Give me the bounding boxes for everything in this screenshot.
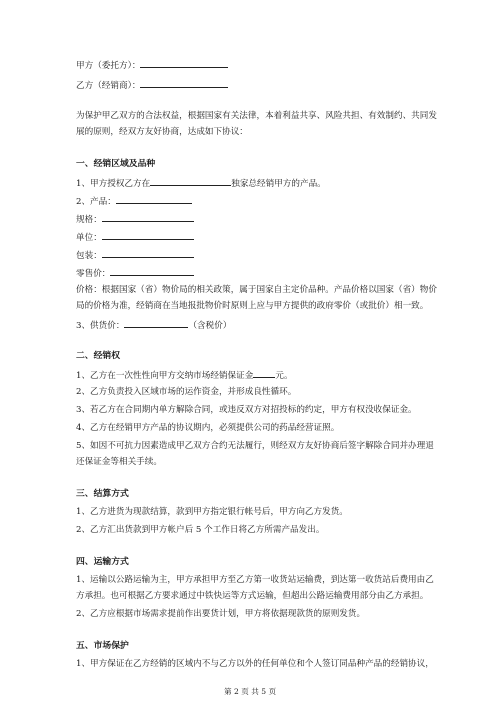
retail-row bbox=[76, 266, 194, 280]
section-4-item-2: 2、乙方应根据市场需求提前作出要货计划，甲方将依据现款货的原则发货。 bbox=[76, 609, 366, 619]
section-5-title: 五、市场保护 bbox=[76, 641, 129, 651]
spec-blank bbox=[102, 212, 194, 222]
intro-line-1: 为保护甲乙双方的合法权益，根据国家有关法律，本着利益共享、风险共担、有效制约、共同发 bbox=[76, 111, 437, 121]
retail-label: 零售价： bbox=[76, 269, 111, 279]
supply-blank bbox=[124, 318, 188, 328]
section-4-item-1-line-2: 方承担。也可根据乙方要求通过中铁快运等方式运输，但超出公路运输费用部分由乙方承担。 bbox=[76, 591, 429, 601]
section-4-item-1-line-1: 1、运输以公路运输为主，甲方承担甲方至乙方第一收货站运输费，到达第一收货站后费用由乙 bbox=[76, 575, 434, 585]
product-label: 2、产品： bbox=[76, 197, 116, 207]
supply-prefix: 3、供货价： bbox=[76, 321, 125, 331]
s2-p1-suffix: 元。 bbox=[275, 371, 293, 381]
pack-row bbox=[76, 248, 194, 262]
supply-suffix: （含税价） bbox=[188, 321, 232, 331]
section-3-title: 三、结算方式 bbox=[76, 489, 129, 499]
section-2-title: 二、经销权 bbox=[76, 351, 120, 361]
section-3-item-2: 2、乙方汇出货款到甲方帐户后 5 个工作日将乙方所需产品发出。 bbox=[76, 525, 325, 535]
section-2-item-3: 3、若乙方在合同期内单方解除合同，或违反双方对招投标的约定，甲方有权没收保证金。 bbox=[76, 405, 417, 415]
section-2-item-5-line-2: 还保证金等相关手续。 bbox=[76, 457, 162, 467]
s1-p1-prefix: 1、甲方授权乙方在 bbox=[76, 179, 151, 189]
pack-label: 包装： bbox=[76, 251, 102, 261]
party-a-label: 甲方（委托方）： bbox=[76, 61, 141, 71]
price-line-2: 局的价格为准，经销商在当地报批物价时原则上应与甲方提供的政府零价（或批价）相一致。 bbox=[76, 301, 429, 311]
spec-label: 规格： bbox=[76, 215, 102, 225]
pack-blank bbox=[102, 248, 194, 258]
supply-row bbox=[76, 318, 231, 332]
retail-blank bbox=[110, 266, 194, 276]
section-4-title: 四、运输方式 bbox=[76, 557, 129, 567]
region-blank bbox=[150, 176, 231, 186]
price-line-1: 价格：根据国家（省）物价局的相关政策，属于国家自主定价品种。产品价格以国家（省）物价 bbox=[76, 285, 437, 295]
party-a-blank bbox=[140, 58, 228, 68]
section-2-item-5-line-1: 5、如因不可抗力因素造成甲乙双方合约无法履行，则经双方友好协商后签字解除合同并办理退 bbox=[76, 441, 434, 451]
unit-row bbox=[76, 230, 194, 244]
page-footer: 第 2 页 共 5 页 bbox=[223, 687, 277, 696]
s1-p1-suffix: 独家总经销甲方的产品。 bbox=[231, 179, 326, 189]
unit-label: 单位： bbox=[76, 233, 102, 243]
spec-row bbox=[76, 212, 194, 226]
party-b-label: 乙方（经销商）： bbox=[76, 81, 141, 91]
product-row bbox=[76, 194, 192, 208]
intro-line-2: 展的原则，经双方友好协商，达成如下协议： bbox=[76, 127, 248, 137]
deposit-blank bbox=[253, 368, 275, 378]
s2-p1-prefix: 1、乙方在一次性性向甲方交纳市场经销保证金 bbox=[76, 371, 254, 381]
section-2-item-1 bbox=[76, 368, 293, 382]
section-1-title: 一、经销区域及品种 bbox=[76, 159, 156, 169]
product-blank bbox=[116, 194, 192, 204]
section-1-item-1 bbox=[76, 176, 326, 190]
section-3-item-1: 1、乙方进货为现款结算，款到甲方指定银行帐号后，甲方向乙方发货。 bbox=[76, 507, 348, 517]
section-5-item-1: 1、甲方保证在乙方经销的区域内不与乙方以外的任何单位和个人签订同品种产品的经销协议， bbox=[76, 659, 434, 669]
party-a-row bbox=[76, 58, 228, 72]
party-b-row bbox=[76, 78, 228, 92]
unit-blank bbox=[102, 230, 194, 240]
section-2-item-4: 4、乙方在经销甲方产品的协议期内，必须提供公司的药品经营证照。 bbox=[76, 423, 340, 433]
party-b-blank bbox=[140, 78, 228, 88]
section-2-item-2: 2、乙方负责投入区域市场的运作资金，并形成良性循环。 bbox=[76, 387, 297, 397]
